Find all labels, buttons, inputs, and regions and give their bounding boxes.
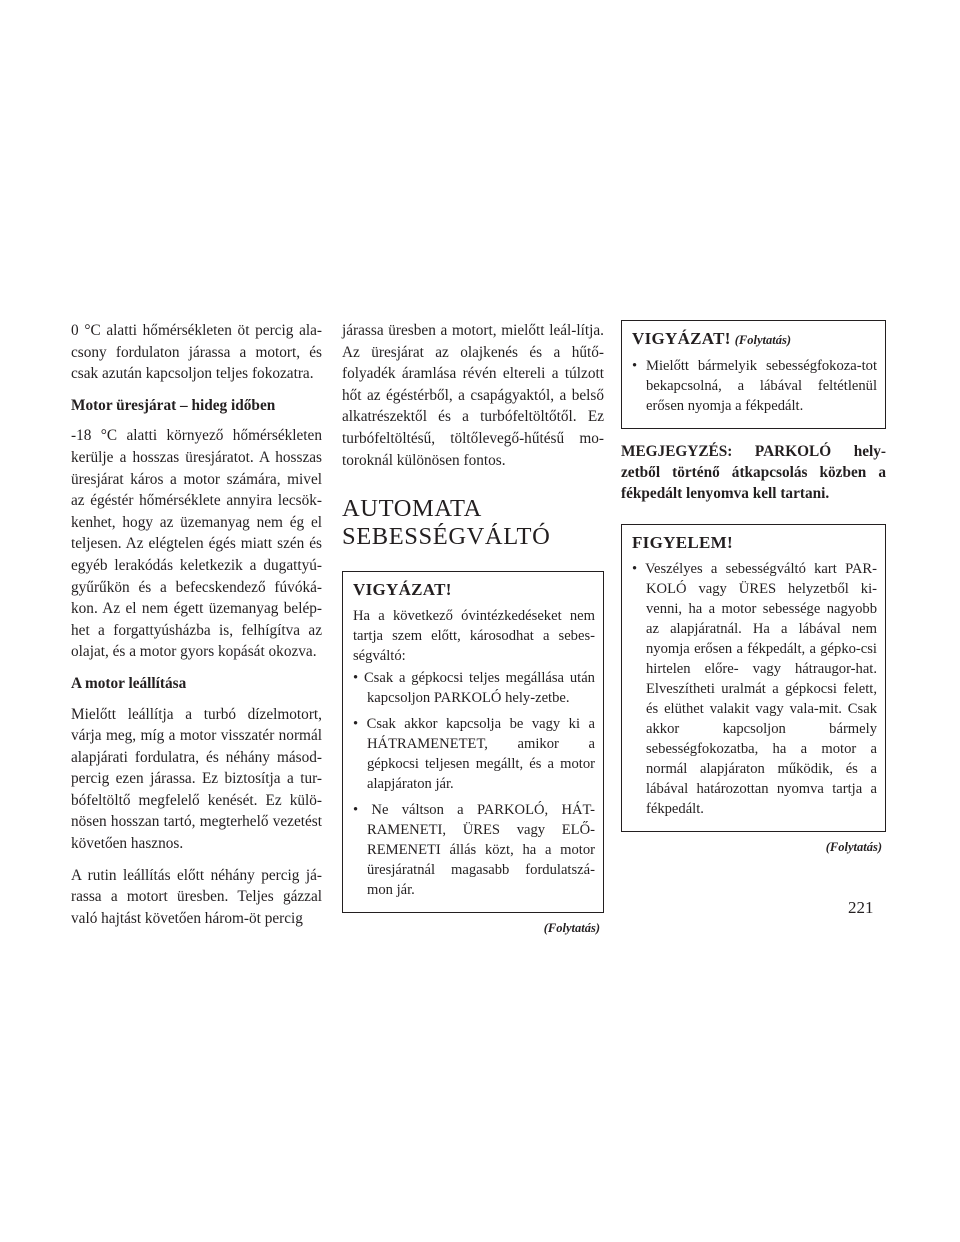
paragraph-idle-cooling: járassa üresben a motort, mielőtt leál-lítja. Az üresjárat az olajkenés és a hűtő-folyadék áramlása révén eltereli a túlzott hőt az égéstérből, a csapágyaktól, a belső alkatrészektől és a turbófeltöltőtől. Ez turbófeltöltésű, töltőlevegő-hűtésű mo-toroknál különösen fontos. — [342, 322, 604, 469]
caution-title-text: VIGYÁZAT! — [632, 329, 731, 348]
caution-item: • Csak a gépkocsi teljes megállása után kapcsoljon PARKOLÓ hely-zetbe. — [353, 668, 595, 708]
page-number: 221 — [848, 898, 874, 917]
caution-item: • Mielőtt bármelyik sebességfokoza-tot bekapcsolná, a lábával feltétlenül erősen nyomja a fékpedált. — [632, 356, 877, 416]
paragraph-idle-cold: -18 °C alatti környező hőmérsékleten kerülje a hosszas üresjáratot. A hosszas üresjárat káros a motor számára, mivel az égéstér hőmérséklete annyira lecsök-kenhet, hogy az üzemanyag nem ég el teljesen. Az elégtelen égés miatt szén és egyéb lerakódás keletkezik a dugattyú-gyűrűkön és a befecskendező fúvóká-kon. Az el nem égett üzemanyag belép-het a forgattyúsházba is, felhígítva az olajat, és a motor gyors kopását okozva. — [71, 427, 322, 661]
heading-idle-cold: Motor üresjárat – hideg időben — [71, 396, 276, 414]
paragraph-cold-start: 0 °C alatti hőmérsékleten öt percig ala-csony fordulaton járassa a motort, és csak azután kapcsoljon teljes fokozatra. — [71, 322, 322, 383]
warning-list — [632, 559, 877, 819]
note-paragraph: MEGJEGYZÉS: PARKOLÓ hely-zetből történő átkapcsolás közben a fékpedált lenyomva kell tartani. — [621, 443, 886, 502]
caution-intro: Ha a következő óvintézkedéseket nem tartja szem előtt, károsodhat a sebes-ségváltó: — [353, 608, 595, 665]
caution-item: • Ne váltson a PARKOLÓ, HÁT-RAMENETI, ÜRES vagy ELŐ-REMENETI állás közt, ha a motor üresjáratnál magasabb fordulatszá-mon jár. — [353, 800, 595, 900]
warning-item: • Veszélyes a sebességváltó kart PAR-KOLÓ vagy ÜRES helyzetből ki-venni, ha a motor sebessége nagyobb az alapjáratnál. Ha a lábával nem nyomja erősen a fékpedált, a gépko-csi hirtelen előre- vagy hátraugor-hat. Elveszítheti uralmát a gépkocsi felett, és elüthet valakit vagy vala-mit. Csak akkor kapcsoljon bármely sebességfokozatba, ha a motor a normál alapjáraton működik, és a lábával határozottan nyomva tartja a fékpedált. — [632, 559, 877, 819]
heading-engine-stop: A motor leállítása — [71, 674, 187, 692]
warning-title: FIGYELEM! — [632, 533, 733, 552]
caution-list — [632, 356, 877, 416]
caution-title: VIGYÁZAT! — [353, 580, 452, 600]
continued-label: (Folytatás) — [825, 840, 882, 854]
section-title-line1: AUTOMATA — [342, 495, 482, 523]
caution-box-continued — [621, 320, 886, 429]
paragraph-engine-stop: Mielőtt leállítja a turbó dízelmotort, várja meg, míg a motor visszatér normál alapjárati fordulatra, és néhány másod-percig ezen járassa. Ez biztosítja a tur-bófeltöltő megfelelő kenését. Ez külö-nösen hosszan tartó, megterhelő vezetést követően hasznos. — [71, 705, 322, 853]
section-title — [342, 495, 604, 551]
caution-list — [353, 668, 595, 900]
column-right — [621, 320, 886, 855]
paragraph-routine-stop: A rutin leállítás előtt néhány percig já-rassa a motort üresben. Teljes gázzal való hajtást követően három-öt percig — [71, 866, 322, 927]
continued-label: (Folytatás) — [543, 921, 600, 936]
caution-title-continued: (Folytatás) — [734, 333, 791, 347]
caution-box — [342, 571, 604, 913]
caution-title — [632, 329, 877, 350]
warning-box — [621, 524, 886, 832]
column-left — [71, 320, 322, 929]
column-middle — [342, 320, 604, 936]
section-title-line2: SEBESSÉGVÁLTÓ — [342, 523, 551, 551]
caution-item: • Csak akkor kapcsolja be vagy ki a HÁTRAMENETET, amikor a gépkocsi teljesen megállt, és a motor alapjáraton jár. — [353, 714, 595, 794]
